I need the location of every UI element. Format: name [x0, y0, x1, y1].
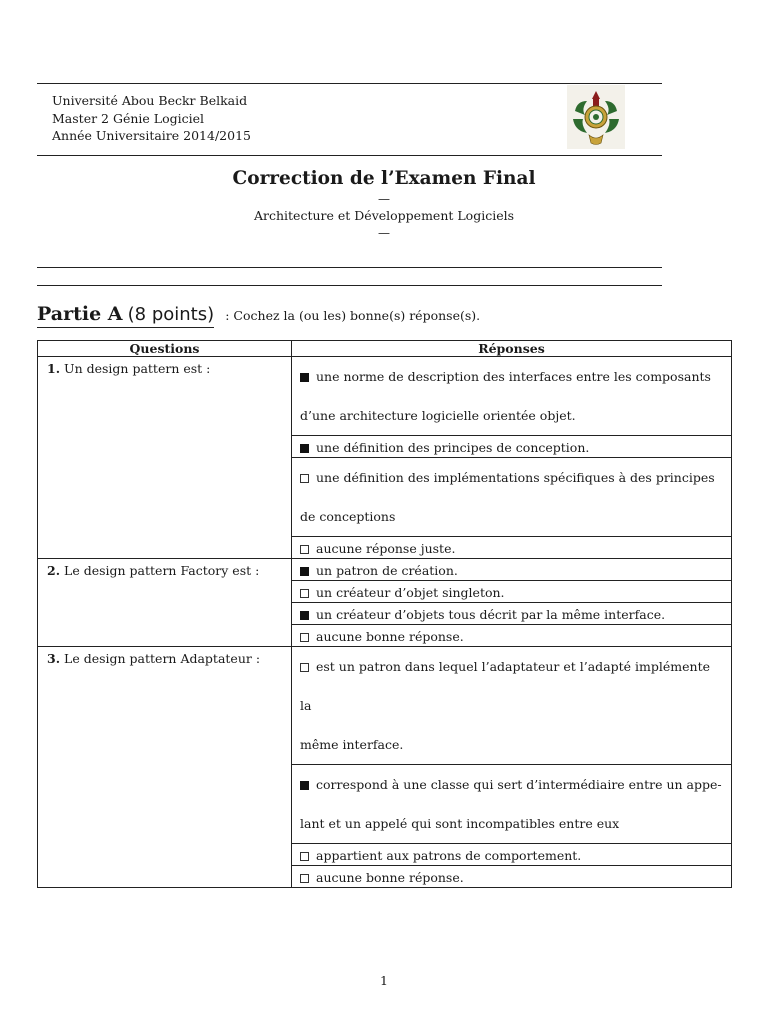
answer-line: [300, 647, 725, 725]
checked-box-icon[interactable]: [300, 444, 309, 453]
answer-text: aucune bonne réponse.: [316, 870, 464, 885]
answer-option: [292, 357, 732, 436]
question-text: Un design pattern est :: [64, 361, 211, 376]
checked-box-icon[interactable]: [300, 611, 309, 620]
header-bottom-rule: [37, 155, 662, 156]
section-heading: [37, 303, 480, 328]
answer-option: [292, 458, 732, 537]
answer-line: [300, 870, 464, 885]
answer-option: [292, 866, 732, 888]
answer-line: [300, 440, 589, 455]
answer-text: correspond à une classe qui sert d’intermédiaire entre un appe-: [316, 777, 722, 792]
answer-line: [300, 848, 581, 863]
table-body: [38, 357, 732, 888]
question-text: Le design pattern Adaptateur :: [64, 651, 261, 666]
table-row: [38, 559, 732, 581]
answer-text: appartient aux patrons de comportement.: [316, 848, 582, 863]
section-instruction: : Cochez la (ou les) bonne(s) réponse(s).: [225, 308, 481, 323]
title-rule-1: [37, 267, 662, 268]
checked-box-icon[interactable]: [300, 373, 309, 382]
question-cell: [38, 647, 292, 888]
unchecked-box-icon[interactable]: [300, 663, 309, 672]
document-title: Correction de l’Examen Final: [232, 168, 536, 189]
question-cell: [38, 559, 292, 647]
answer-text: aucune réponse juste.: [316, 541, 456, 556]
unchecked-box-icon[interactable]: [300, 474, 309, 483]
question-number: 3.: [47, 651, 61, 666]
answer-option: [292, 765, 732, 844]
answer-option: [292, 647, 732, 765]
answer-line: [300, 458, 725, 497]
answer-option: [292, 537, 732, 559]
answer-text: une norme de description des interfaces entre les composants: [316, 369, 711, 384]
answer-option: [292, 625, 732, 647]
answer-option: [292, 581, 732, 603]
document-subtitle: Architecture et Développement Logiciels: [253, 208, 515, 223]
answer-text: aucune bonne réponse.: [316, 629, 464, 644]
page-number: 1: [380, 973, 388, 988]
institution-info: [52, 92, 251, 145]
answer-line: [300, 607, 665, 622]
answer-line: [300, 629, 464, 644]
answer-line: [300, 585, 505, 600]
unchecked-box-icon[interactable]: [300, 874, 309, 883]
header-top-rule: [37, 83, 662, 84]
answer-text: un créateur d’objet singleton.: [316, 585, 505, 600]
answer-line: [300, 563, 458, 578]
answer-line: [300, 541, 455, 556]
answer-text: une définition des principes de conception.: [316, 440, 590, 455]
section-points: (8 points): [127, 304, 215, 325]
answer-line: [300, 765, 725, 804]
answer-option: [292, 559, 732, 581]
unchecked-box-icon[interactable]: [300, 633, 309, 642]
column-header-answers: Réponses: [292, 341, 732, 357]
university-name: Université Abou Beckr Belkaid: [52, 93, 248, 108]
university-seal-logo: [567, 85, 625, 149]
title-dash-1: —: [378, 192, 390, 206]
checked-box-icon[interactable]: [300, 781, 309, 790]
unchecked-box-icon[interactable]: [300, 589, 309, 598]
section-name: Partie A: [37, 303, 123, 325]
answer-option: [292, 436, 732, 458]
checked-box-icon[interactable]: [300, 567, 309, 576]
title-dash-2: —: [378, 226, 390, 240]
answer-text-continued: lant et un appelé qui sont incompatibles entre eux: [300, 816, 620, 831]
unchecked-box-icon[interactable]: [300, 852, 309, 861]
table-row: [38, 357, 732, 436]
answer-line: [300, 357, 725, 396]
answer-text: une définition des implémentations spécifiques à des principes: [316, 470, 715, 485]
unchecked-box-icon[interactable]: [300, 545, 309, 554]
question-cell: [38, 357, 292, 559]
question-number: 1.: [47, 361, 61, 376]
answer-text-continued: même interface.: [300, 737, 404, 752]
answer-text-continued: de conceptions: [300, 509, 396, 524]
answer-text: un créateur d’objets tous décrit par la même interface.: [316, 607, 666, 622]
table-row: [38, 647, 732, 765]
question-text: Le design pattern Factory est :: [64, 563, 260, 578]
table-header-row: [38, 341, 732, 357]
answer-option: [292, 844, 732, 866]
answer-text-continued: d’une architecture logicielle orientée objet.: [300, 408, 576, 423]
qcm-table: [37, 340, 732, 888]
answer-text: est un patron dans lequel l’adaptateur et l’adapté implémente la: [300, 659, 711, 713]
answer-text: un patron de création.: [316, 563, 458, 578]
question-number: 2.: [47, 563, 61, 578]
title-rule-2: [37, 285, 662, 286]
academic-year: Année Universitaire 2014/2015: [52, 128, 251, 143]
answer-option: [292, 603, 732, 625]
column-header-questions: Questions: [38, 341, 292, 357]
program-name: Master 2 Génie Logiciel: [52, 110, 204, 126]
section-heading-underlined: [37, 303, 214, 328]
